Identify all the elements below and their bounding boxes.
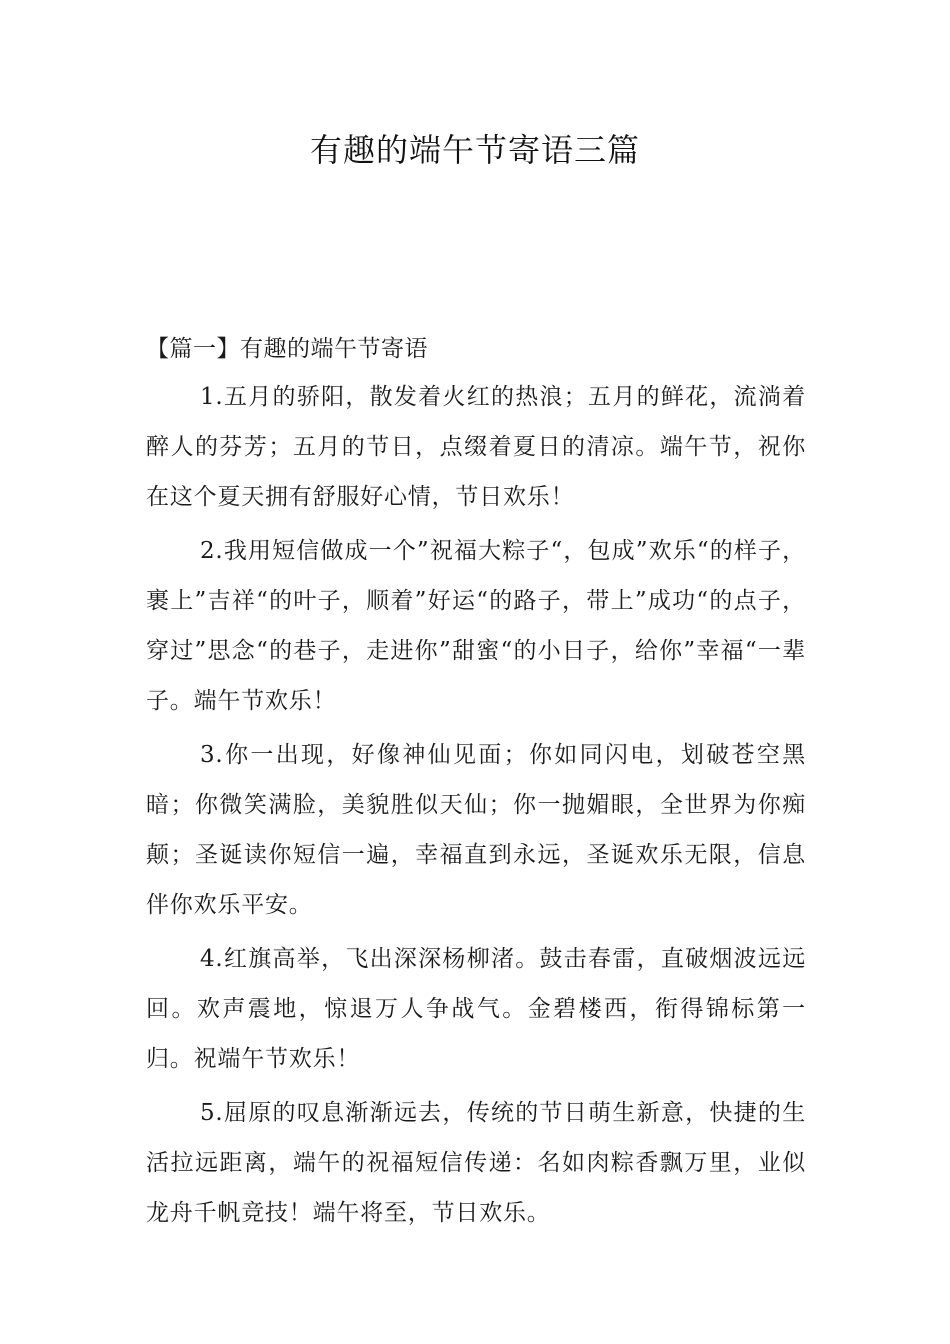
paragraph-2: 2.我用短信做成一个”祝福大粽子“，包成”欢乐“的样子，裹上”吉祥“的叶子，顺着”好运“的路子，带上”成功“的点子，穿过”思念“的巷子，走进你”甜蜜“的小日子，给你”幸福“一辈子。端午节欢乐！ (146, 538, 806, 714)
paragraph-4: 4.红旗高举，飞出深深杨柳渚。鼓击春雷，直破烟波远远回。欢声震地，惊退万人争战气。金碧楼西，衔得锦标第一归。祝端午节欢乐！ (146, 946, 806, 1072)
document-body (146, 326, 806, 1242)
paragraph-5: 5.屈原的叹息渐渐远去，传统的节日萌生新意，快捷的生活拉远距离，端午的祝福短信传递：名如肉粽香飘万里，业似龙舟千帆竞技！端午将至，节日欢乐。 (146, 1100, 806, 1226)
section-heading: 【篇一】有趣的端午节寄语 (146, 336, 428, 362)
paragraph-3: 3.你一出现，好像神仙见面；你如同闪电，划破苍空黑暗；你微笑满脸，美貌胜似天仙；你一抛媚眼，全世界为你痴颠；圣诞读你短信一遍，幸福直到永远，圣诞欢乐无限，信息伴你欢乐平安。 (146, 742, 806, 918)
paragraph-1: 1.五月的骄阳，散发着火红的热浪；五月的鲜花，流淌着醉人的芬芳；五月的节日，点缀着夏日的清凉。端午节，祝你在这个夏天拥有舒服好心情，节日欢乐！ (146, 384, 806, 510)
document-title: 有趣的端午节寄语三篇 (309, 131, 640, 169)
